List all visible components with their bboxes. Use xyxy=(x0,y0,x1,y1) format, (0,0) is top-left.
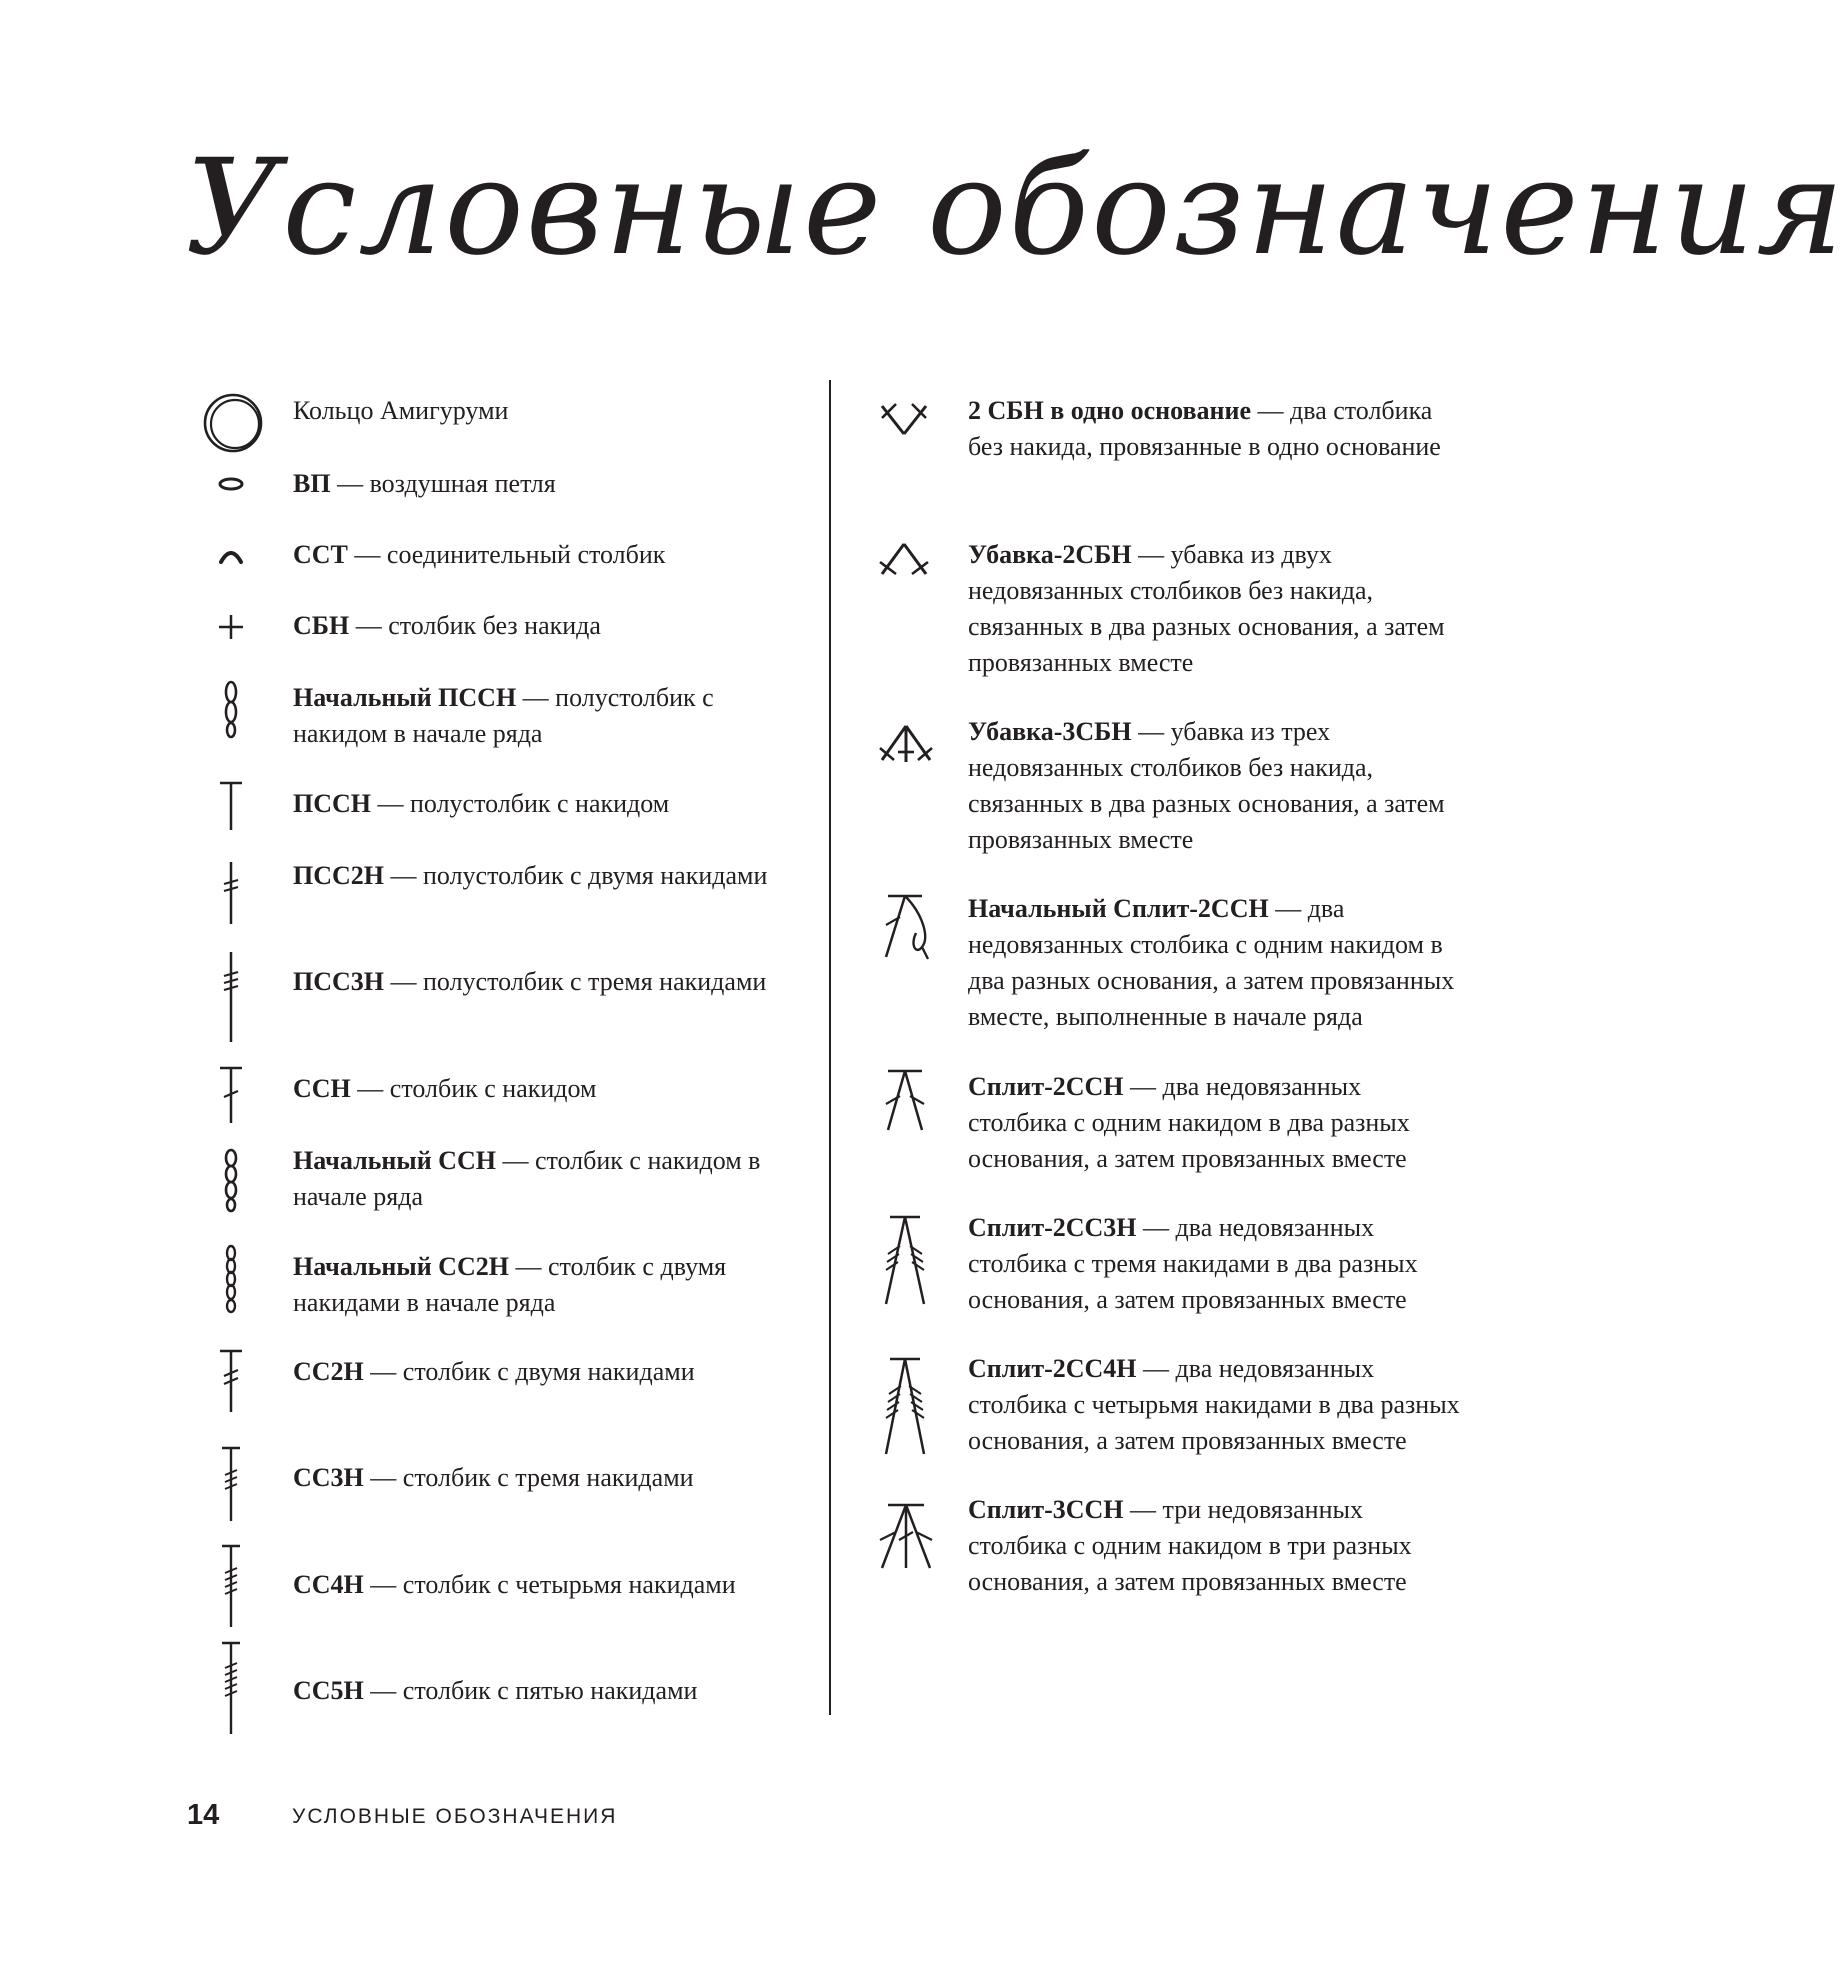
single-crochet-icon xyxy=(216,612,246,642)
legend-desc: — полустолбик с тремя накидами xyxy=(384,967,767,996)
treble-crochet-icon xyxy=(216,1348,246,1414)
sc-increase-icon xyxy=(876,398,932,438)
double-treble-icon xyxy=(218,1445,244,1523)
legend-term: Начальный ССН xyxy=(293,1146,496,1175)
sc2tog-icon xyxy=(876,540,932,580)
quadruple-treble-icon xyxy=(218,1640,244,1736)
legend-term: СС3Н xyxy=(293,1463,364,1492)
legend-desc: — столбик с накидом xyxy=(350,1074,597,1103)
half-double-3yo-icon xyxy=(218,950,244,1044)
chain-stitch-icon xyxy=(216,474,246,494)
running-footer: УСЛОВНЫЕ ОБОЗНАЧЕНИЯ xyxy=(292,1805,618,1828)
legend-desc: — полустолбик с двумя накидами xyxy=(384,861,768,890)
legend-desc: — убавка из двух недовязанных столбиков без накида, связанных в два разных основания, а затем провязанных вместе xyxy=(968,540,1445,677)
legend-term: ВП xyxy=(293,469,331,498)
legend-desc: — соединительный столбик xyxy=(347,540,666,569)
sc3tog-icon xyxy=(876,722,936,766)
split-2dc-icon xyxy=(878,1068,934,1132)
legend-term: Убавка-3СБН xyxy=(968,717,1132,746)
legend-desc: — столбик с четырьмя накидами xyxy=(363,1570,736,1599)
legend-term: Сплит-2СС3Н xyxy=(968,1213,1137,1242)
legend-desc: — воздушная петля xyxy=(330,469,556,498)
legend-desc: — два столбика без накида, провязанные в одно основание xyxy=(968,396,1441,461)
legend-desc: — три недовязанных столбика с одним накидом в три разных основания, а затем провязанных вместе xyxy=(968,1495,1412,1596)
legend-term: ССТ xyxy=(293,540,348,569)
legend-desc: — полустолбик с накидом xyxy=(371,789,670,818)
legend-term: ПССН xyxy=(293,789,371,818)
legend-desc: — столбик с двумя накидами xyxy=(363,1357,695,1386)
legend-term: Начальный ПССН xyxy=(293,683,517,712)
page-title: Условные обозначения xyxy=(185,131,1846,285)
legend-term: Начальный СС2Н xyxy=(293,1252,509,1281)
half-double-2yo-icon xyxy=(218,860,244,926)
legend-term: Начальный Сплит-2ССН xyxy=(968,894,1269,923)
legend-desc: — два недовязанных столбика с тремя накидами в два разных основания, а затем провязанных вместе xyxy=(968,1213,1418,1314)
starting-treble-icon xyxy=(219,1245,243,1315)
legend-term: СС5Н xyxy=(293,1676,364,1705)
legend-term: ПСС2Н xyxy=(293,861,384,890)
legend-term: Сплит-2СС4Н xyxy=(968,1354,1137,1383)
legend-desc: — столбик с двумя накидами в начале ряда xyxy=(293,1252,727,1317)
legend-desc: — столбик без накида xyxy=(349,611,601,640)
legend-term: СС2Н xyxy=(293,1357,364,1386)
legend-desc: — два недовязанных столбика с одним накидом в два разных основания, а затем провязанных вместе, выполненные в начале ряда xyxy=(968,894,1455,1031)
legend-desc: — столбик с тремя накидами xyxy=(363,1463,694,1492)
legend-desc: Кольцо Амигуруми xyxy=(293,396,509,425)
legend-term: СС4Н xyxy=(293,1570,364,1599)
legend-desc: — полустолбик с накидом в начале ряда xyxy=(293,683,714,748)
column-divider xyxy=(829,380,831,1715)
legend-desc: — два недовязанных столбика с четырьмя накидами в два разных основания, а затем провязанных вместе xyxy=(968,1354,1460,1455)
magic-ring-icon xyxy=(200,390,272,462)
legend-desc: — столбик с накидом в начале ряда xyxy=(293,1146,761,1211)
legend-desc: — убавка из трех недовязанных столбиков без накида, связанных в два разных основания, а затем провязанных вместе xyxy=(968,717,1445,854)
legend-term: СБН xyxy=(293,611,350,640)
legend-desc: — два недовязанных столбика с одним накидом в два разных основания, а затем провязанных вместе xyxy=(968,1072,1410,1173)
legend-desc: — столбик с пятью накидами xyxy=(363,1676,698,1705)
legend-term: ПСС3Н xyxy=(293,967,384,996)
slip-stitch-icon xyxy=(216,544,246,568)
page-number: 14 xyxy=(187,1799,220,1831)
double-crochet-icon xyxy=(216,1065,246,1125)
starting-half-double-icon xyxy=(218,680,244,740)
triple-treble-icon xyxy=(218,1543,244,1629)
split-2dtr-icon xyxy=(878,1214,934,1306)
starting-double-icon xyxy=(218,1148,244,1214)
legend-term: ССН xyxy=(293,1074,351,1103)
split-3dc-icon xyxy=(874,1502,938,1570)
legend-term: Убавка-2СБН xyxy=(968,540,1132,569)
legend-term: Сплит-3ССН xyxy=(968,1495,1124,1524)
split-2trtr-icon xyxy=(878,1356,934,1456)
half-double-icon xyxy=(216,780,246,832)
legend-term: Сплит-2ССН xyxy=(968,1072,1124,1101)
starting-split-2dc-icon xyxy=(878,893,934,961)
legend-term: 2 СБН в одно основание xyxy=(968,396,1252,425)
